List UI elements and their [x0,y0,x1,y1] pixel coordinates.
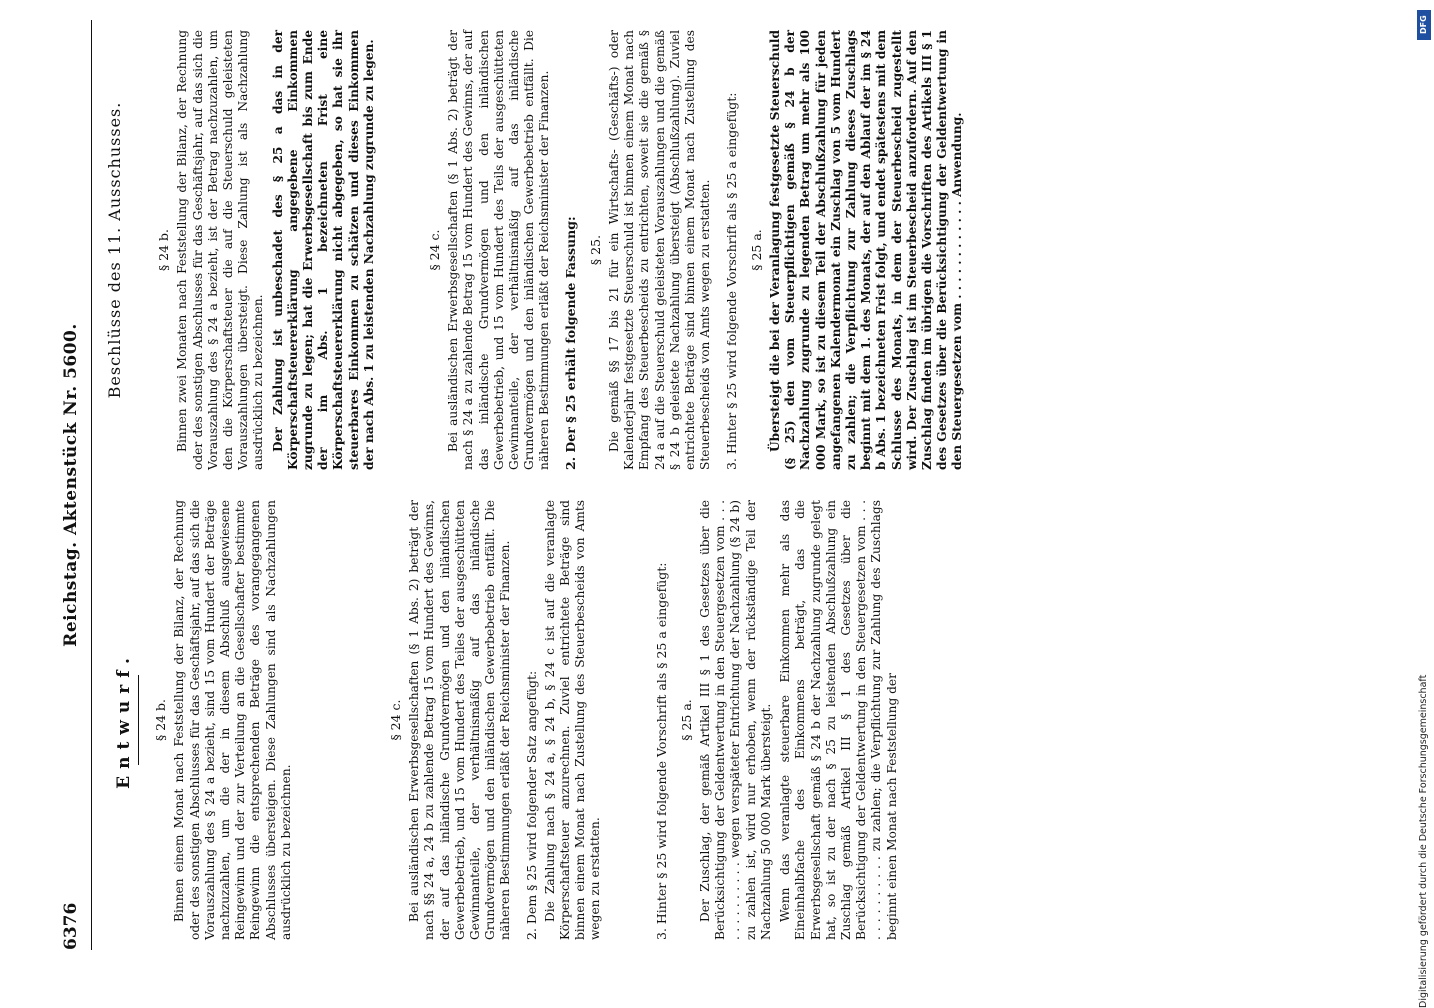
paragraph: Der Zuschlag, der gemäß Artikel III § 1 des Gesetzes über die Berücksichtigung der Geldentwertung in den Steuergesetzen vom . . . . . . . . . . . . . wegen verspäteter Entrichtung der Nachzahlung (§ 24 b) zu zahlen ist, wird nur erhoben, wenn der rückständige Teil der Nachzahlung 50 000 Mark übersteigt. [698,500,773,940]
column-title-committee: Beschlüsse des 11. Ausschusses. [105,101,124,399]
item-heading: 2. Dem § 25 wird folgender Satz angefügt: [523,670,539,940]
paragraph: Binnen einem Monat nach Feststellung der Bilanz, der Rechnung oder des sonstigen Abschlusses für das Geschäftsjahr, auf das sich die Vorauszahlung des § 24 a bezieht, sind 15 vom Hundert der Beträge nachzuzahlen, um die der in diesem Abschluß ausgewiesene Reingewinn und der zur Verteilung an die Gesellschafter bestimmte Reingewinn die entsprechenden Beträge des vorangegangenen Abschlusses übersteigen. Diese Zahlungen sind als Nachzahlungen ausdrücklich zu bezeichnen. [172,500,293,940]
spacer [608,500,644,940]
spacer [298,500,378,940]
section-heading: § 25. [587,234,603,266]
section-heading: § 24 c. [427,229,443,271]
paragraph: Bei ausländischen Erwerbsgesellschaften (§ 1 Abs. 2) beträgt der nach § 24 a zu zahlende Betrag 15 vom Hundert des Gewinns, der auf das inländische Grundvermögen und den inländischen Gewerbebetrieb, und 15 vom Hundert des Teils der ausgeschütteten Gewinnanteile, der verhältnismäßig auf das inländische Grundvermögen und den inländischen Gewerbebetrieb entfällt. Die näheren Bestimmungen erläßt der Reichsminister der Finanzen. [446,30,552,470]
running-title: Reichstag. Aktenstück Nr. 5600. [61,323,81,647]
header-rule [91,20,92,950]
item-heading: 3. Hinter § 25 wird folgende Vorschrift als § 25 a eingefügt: [653,562,669,940]
digitization-margin [1417,8,1431,1008]
section-heading: § 25 a. [678,699,694,741]
item-heading: 2. Der § 25 erhält folgende Fassung: [562,216,578,470]
page-header [47,10,87,960]
paragraph: Binnen zwei Monaten nach Feststellung der Bilanz, der Rechnung oder des sonstigen Abschlusses für das Geschäftsjahr, auf das sich die Vorauszahlung des § 24 a bezieht, ist der Betrag nachzuzahlen, um den die Körperschaftsteuer die auf die Steuerschuld geleisteten Vorauszahlungen übersteigt. Diese Zahlung ist als Nachzahlung ausdrücklich zu bezeichnen. [175,30,266,470]
column-draft [103,500,904,940]
paragraph: Wenn das veranlagte steuerbare Einkommen mehr als das Eineinhalbfache des Einkommens beträgt, das die Erwerbsgesellschaft gemäß § 24 b der Nachzahlung zugrunde gelegt hat, so ist zu der nach § 25 zu leistenden Abschlußzahlung ein Zuschlag gemäß Artikel III § 1 des Gesetzes über die Berücksichtigung der Geldentwertung in den Steuergesetzen vom . . . . . . . . . . . . . zu zahlen; die Verpflichtung zur Zahlung des Zuschlags beginnt einen Monat nach Feststellung der [778,500,899,940]
column-committee [103,30,970,470]
section-heading: § 24 b. [153,698,169,742]
section-heading: § 24 c. [388,699,404,741]
page-number: 6376 [61,902,81,950]
section-heading: § 25 a. [748,229,764,271]
section-heading: § 24 b. [156,228,172,272]
spacer [381,30,417,470]
title-rule [138,675,139,765]
document-page [47,10,1407,960]
paragraph: Die Zahlung nach § 24 a, § 24 b, § 24 c ist auf die veranlagte Körperschaftsteuer anzurechnen. Zuviel entrichtete Beträge sind binnen einem Monat nach Zustellung des Steuerbescheids von Amts wegen zu erstatten. [542,500,603,940]
paragraph-bold: Übersteigt die bei der Veranlagung festgesetzte Steuerschuld (§ 25) den vom Steuerpflichtigen gemäß § 24 b der Nachzahlung zugrunde zu legenden Betrag um mehr als 100 000 Mark, so ist zu diesem Teil der Abschlußzahlung für jeden angefangenen Kalendermonat ein Zuschlag von 5 vom Hundert zu zahlen; die Verpflichtung zur Zahlung dieses Zuschlags beginnt mit dem 1. des Monats, der auf den Ablauf der im § 24 b Abs. 1 bezeichneten Frist folgt, und endet spätestens mit dem Schlusse des Monats, in dem der Steuerbescheid zugestellt wird. Der Zuschlag ist im Steuerbescheid anzufordern. Auf den Zuschlag finden im übrigen die Vorschriften des Artikels III § 1 des Gesetzes über die Berücksichtigung der Geldentwertung in den Steuergesetzen vom . . . . . . . . . . . . Anwendung. [767,30,965,470]
column-title-draft: Entwurf. [114,651,134,789]
paragraph: Die gemäß §§ 17 bis 21 für ein Wirtschafts- (Geschäfts-) oder Kalenderjahr festgesetzte Steuerschuld ist binnen einem Monat nach Empfang des Steuerbescheids zu entrichten, soweit sie die gemäß § 24 a auf die Steuerschuld geleisteten Vorauszahlungen und die gemäß § 24 b geleistete Nachzahlung übersteigt (Abschlußzahlung). Zuviel entrichtete Beträge sind binnen einem Monat nach Zustellung des Steuerbescheids von Amts wegen zu erstatten. [607,30,713,470]
item-heading: 3. Hinter § 25 wird folgende Vorschrift als § 25 a eingefügt: [723,92,739,470]
digitization-note: Digitalisierung gefördert durch die Deutsche Forschungsgemeinschaft [1418,674,1429,1008]
spacer [124,30,146,470]
dfg-logo-icon: DFG [1417,10,1431,40]
paragraph: Bei ausländischen Erwerbsgesellschaften (§ 1 Abs. 2) beträgt der nach §§ 24 a, 24 b zu zahlende Betrag 15 vom Hundert des Gewinns, der auf das inländische Grundvermögen und den inländischen Gewerbebetrieb, und 15 vom Hundert des Teiles der ausgeschütteten Gewinnanteile, der verhältnismäßig auf das inländische Grundvermögen und den inländischen Gewerbebetrieb entfällt. Die näheren Bestimmungen erläßt der Reichsminister der Finanzen. [407,500,513,940]
paragraph-bold: Der Zahlung ist unbeschadet des § 25 a das in der Körperschaftsteuererklärung angegebene Einkommen zugrunde zu legen; hat die Erwerbsgesellschaft bis zum Ende der im Abs. 1 bezeichneten Frist eine Körperschaftsteuererklärung nicht abgegeben, so hat sie ihr steuerbares Einkommen zu schätzen und dieses Einkommen der nach Abs. 1 zu leistenden Nachzahlung zugrunde zu legen. [270,30,376,470]
